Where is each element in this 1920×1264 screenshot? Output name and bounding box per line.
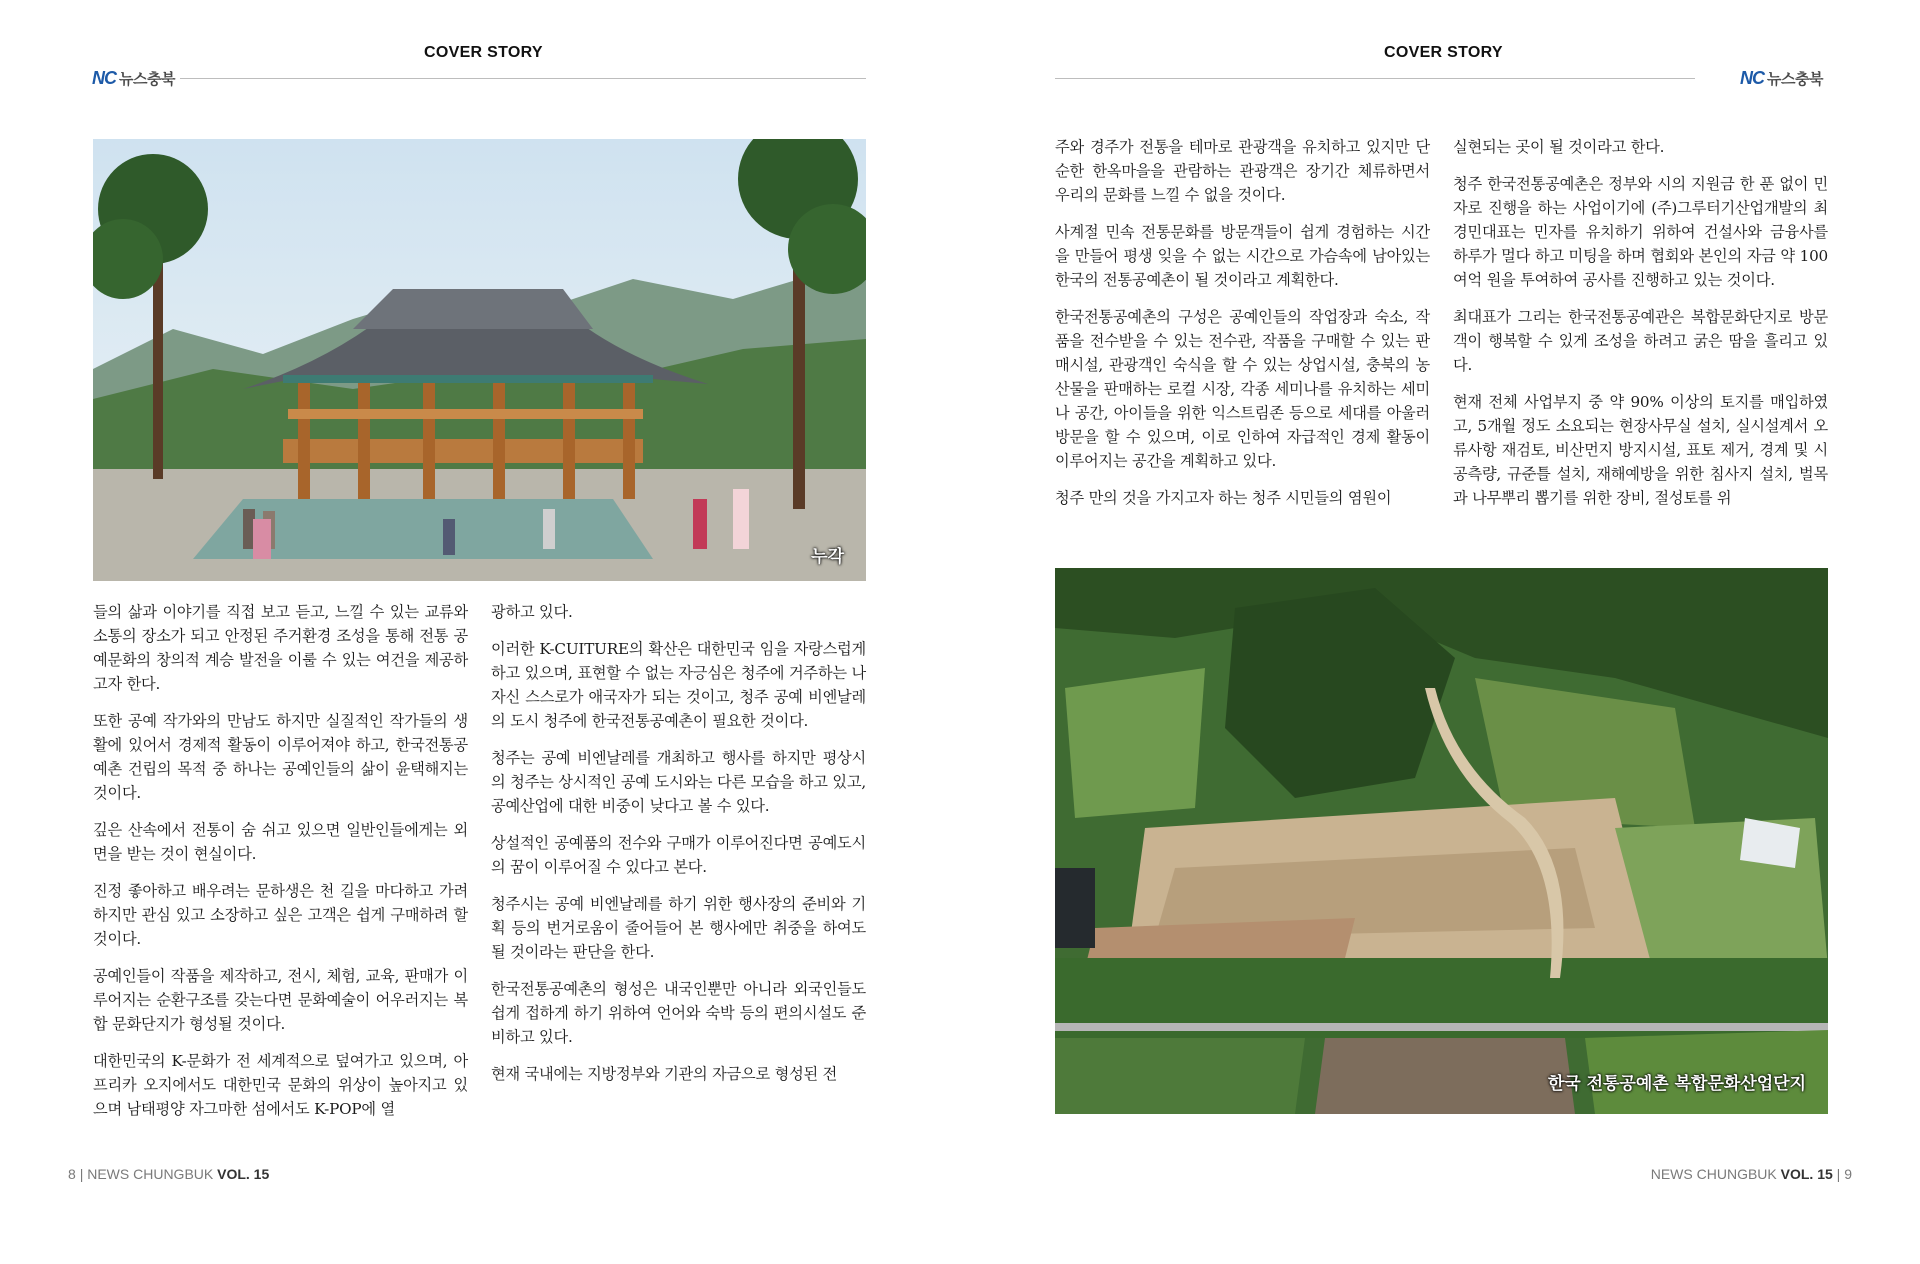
logo-mark: NC [1740, 68, 1764, 88]
right-column-1 [1055, 135, 1430, 523]
photo-caption-site: 한국 전통공예촌 복합문화산업단지 [1547, 1074, 1806, 1094]
paragraph: 실현되는 곳이 될 것이라고 한다. [1453, 138, 1665, 156]
paragraph: 청주는 공예 비엔날레를 개최하고 행사를 하지만 평상시의 청주는 상시적인 공예 도시와는 다른 모습을 하고 있고, 공예산업에 대한 비중이 낮다고 볼 수 있다. [491, 749, 866, 815]
paragraph: 청주 만의 것을 가지고자 하는 청주 시민들의 염원이 [1055, 489, 1392, 507]
paragraph: 공예인들이 작품을 제작하고, 전시, 체험, 교육, 판매가 이루어지는 순환구조를 갖는다면 문화예술이 어우러지는 복합 문화단지가 형성될 것이다. [93, 967, 468, 1033]
page-footer-left [68, 1166, 269, 1182]
aerial-site-photo [1055, 568, 1828, 1114]
header-rule [180, 78, 866, 79]
paragraph: 대한민국의 K-문화가 전 세계적으로 덮여가고 있으며, 아프리카 오지에서도 대한민국 문화의 위상이 높아지고 있으며 남태평양 자그마한 섬에서도 K-POP에 열 [93, 1052, 468, 1118]
paragraph: 최대표가 그리는 한국전통공예관은 복합문화단지로 방문객이 행복할 수 있게 조성을 하려고 굵은 땀을 흘리고 있다. [1453, 308, 1828, 374]
left-column-1 [93, 600, 468, 1134]
page-footer-right [1651, 1166, 1852, 1182]
page-number: 8 [68, 1166, 76, 1182]
right-page [960, 0, 1920, 1264]
aerial-site-photo-icon [1055, 568, 1828, 1114]
section-title: COVER STORY [424, 44, 543, 61]
paragraph: 현재 국내에는 지방정부와 기관의 자금으로 형성된 전 [491, 1065, 838, 1083]
paragraph: 또한 공예 작가와의 만남도 하지만 실질적인 작가들의 생활에 있어서 경제적 활동이 이루어져야 하고, 한국전통공예촌 건립의 목적 중 하나는 공예인들의 삶이 윤택해지는 것이다. [93, 712, 468, 802]
paragraph: 들의 삶과 이야기를 직접 보고 듣고, 느낄 수 있는 교류와 소통의 장소가 되고 안정된 주거환경 조성을 통해 전통 공예문화의 창의적 계승 발전을 이룰 수 있는 여건을 제공하고자 한다. [93, 603, 468, 693]
pavilion-photo [93, 139, 866, 581]
paragraph: 청주시는 공예 비엔날레를 하기 위한 행사장의 준비와 기획 등의 번거로움이 줄어들어 본 행사에만 취중을 하여도 될 것이라는 판단을 한다. [491, 895, 866, 961]
right-column-2 [1453, 135, 1828, 523]
magazine-logo [92, 68, 175, 89]
paragraph: 사계절 민속 전통문화를 방문객들이 쉽게 경험하는 시간을 만들어 평생 잊을 수 없는 시간으로 가슴속에 남아있는 한국의 전통공예촌이 될 것이라고 계획한다. [1055, 223, 1430, 289]
paragraph: 광하고 있다. [491, 603, 573, 621]
logo-mark: NC [92, 68, 116, 88]
paragraph: 한국전통공예촌의 형성은 내국인뿐만 아니라 외국인들도 쉽게 접하게 하기 위하여 언어와 숙박 등의 편의시설도 준비하고 있다. [491, 980, 866, 1046]
paragraph: 청주 한국전통공예촌은 정부와 시의 지원금 한 푼 없이 민자로 진행을 하는 사업이기에 (주)그루터기산업개발의 최경민대표는 민자를 유치하기 위하여 건설사와 금융사를 하루가 멀다 하고 미팅을 하며 협회와 본인의 자금 약 100여억 원을 투여하여 공사를 진행하고 있는 것이다. [1453, 175, 1828, 289]
paragraph: 상설적인 공예품의 전수와 구매가 이루어진다면 공예도시의 꿈이 이루어질 수 있다고 본다. [491, 834, 866, 876]
paragraph: 이러한 K-CUITURE의 확산은 대한민국 임을 자랑스럽게 하고 있으며, 표현할 수 없는 자긍심은 청주에 거주하는 나 자신 스스로가 애국자가 되는 것이고, 청주 공예 비엔날레의 도시 청주에 한국전통공예촌이 필요한 것이다. [491, 640, 866, 730]
paragraph: 현재 전체 사업부지 중 약 90% 이상의 토지를 매입하였고, 5개월 정도 소요되는 현장사무실 설치, 실시설계서 오류사항 재검토, 비산먼지 방지시설, 표토 제거, 경계 및 시공측량, 규준틀 설치, 재해예방을 위한 침사지 설치, 벌목과 나무뿌리 뽑기를 위한 장비, 절성토를 위 [1453, 393, 1828, 507]
magazine-name: NEWS CHUNGBUK [1650, 1166, 1777, 1182]
left-column-2 [491, 600, 866, 1099]
photo-caption-pavilion: 누각 [811, 547, 844, 567]
logo-text: 뉴스충북 [1767, 71, 1823, 88]
volume-label: VOL. 15 [217, 1166, 270, 1182]
paragraph: 진정 좋아하고 배우려는 문하생은 천 길을 마다하고 가려 하지만 관심 있고 소장하고 싶은 고객은 쉽게 구매하려 할 것이다. [93, 882, 468, 948]
paragraph: 주와 경주가 전통을 테마로 관광객을 유치하고 있지만 단순한 한옥마을을 관람하는 관광객은 장기간 체류하면서 우리의 문화를 느낄 수 없을 것이다. [1055, 138, 1430, 204]
page-number: 9 [1844, 1166, 1852, 1182]
pavilion-illustration-icon [93, 139, 866, 581]
magazine-logo [1740, 68, 1823, 89]
header-rule [1055, 78, 1695, 79]
volume-label: VOL. 15 [1780, 1166, 1833, 1182]
footer-separator: | [1836, 1166, 1841, 1182]
paragraph: 깊은 산속에서 전통이 숨 쉬고 있으면 일반인들에게는 외면을 받는 것이 현실이다. [93, 821, 468, 863]
footer-separator: | [79, 1166, 84, 1182]
magazine-name: NEWS CHUNGBUK [87, 1166, 214, 1182]
section-title: COVER STORY [1384, 44, 1503, 61]
logo-text: 뉴스충북 [119, 71, 175, 88]
paragraph: 한국전통공예촌의 구성은 공예인들의 작업장과 숙소, 작품을 전수받을 수 있는 전수관, 작품을 구매할 수 있는 판매시설, 관광객인 숙식을 할 수 있는 상업시설, 충북의 농산물을 판매하는 로컬 시장, 각종 세미나를 유치하는 세미나 공간, 아이들을 위한 익스트림존 등으로 세대를 아울러 방문을 할 수 있으며, 이로 인하여 자급적인 경제 활동이 이루어지는 공간을 계획하고 있다. [1055, 308, 1430, 470]
